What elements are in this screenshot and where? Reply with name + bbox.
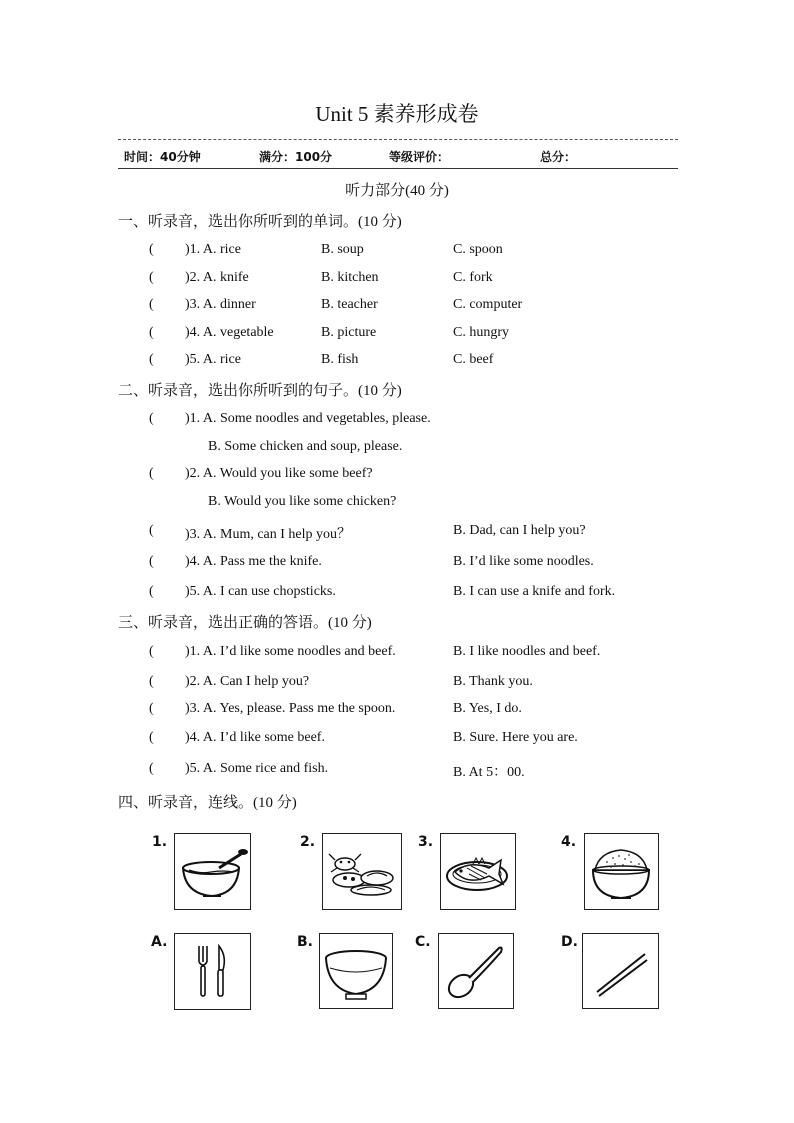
- picture-c[interactable]: [438, 933, 514, 1009]
- q4-option-b: B. I’d like some noodles.: [453, 554, 594, 569]
- q5-option-a: )5. A. I can use chopsticks.: [185, 584, 336, 599]
- q1-option-a: )1. A. Some noodles and vegetables, please.: [185, 411, 431, 426]
- q2-option-a: )2. A. Would you like some beef?: [185, 466, 373, 481]
- option-c: C. computer: [453, 297, 523, 312]
- fork-and-knife-icon: [175, 934, 250, 1009]
- picture-label-d: D.: [561, 934, 578, 950]
- answer-blank[interactable]: (: [149, 325, 154, 340]
- option-c: C. spoon: [453, 242, 503, 257]
- picture-d[interactable]: [582, 933, 659, 1009]
- q3-option-a: )3. A. Mum, can I help you？: [185, 527, 352, 542]
- q2-option-b: B. Thank you.: [453, 674, 533, 689]
- q1-option-a: )1. A. I’d like some noodles and beef.: [185, 644, 396, 659]
- option-b: B. picture: [321, 325, 377, 340]
- spoon-icon: [439, 934, 513, 1008]
- header-dashed-rule: [118, 139, 678, 140]
- crab-and-dishes-icon: [323, 834, 401, 909]
- option-b: B. fish: [321, 352, 359, 367]
- q2-option-a: )2. A. Can I help you?: [185, 674, 310, 689]
- answer-blank[interactable]: (: [149, 297, 154, 312]
- q4-option-a: )4. A. I’d like some beef.: [185, 730, 325, 745]
- answer-blank[interactable]: (: [149, 730, 154, 745]
- q3-option-b: B. Yes, I do.: [453, 701, 522, 716]
- picture-b[interactable]: [319, 933, 393, 1009]
- section3-heading: 三、听录音，选出正确的答语。(10 分): [118, 615, 372, 631]
- option-a: )5. A. rice: [185, 352, 241, 367]
- option-c: C. beef: [453, 352, 494, 367]
- page-title: Unit 5 素养形成卷: [315, 102, 479, 126]
- part-title: 听力部分(40 分): [345, 183, 449, 199]
- full-score: 满分：100分: [259, 150, 333, 164]
- option-c: C. hungry: [453, 325, 509, 340]
- answer-blank[interactable]: (: [149, 644, 154, 659]
- answer-blank[interactable]: (: [149, 761, 154, 776]
- picture-label-3: 3.: [418, 834, 434, 850]
- q4-option-b: B. Sure. Here you are.: [453, 730, 578, 745]
- empty-bowl-icon: [320, 934, 392, 1008]
- fish-plate-icon: [441, 834, 515, 909]
- answer-blank[interactable]: (: [149, 352, 154, 367]
- picture-label-a: A.: [151, 934, 168, 950]
- q5-option-a: )5. A. Some rice and fish.: [185, 761, 329, 776]
- rice-bowl-icon: [585, 834, 658, 909]
- picture-label-4: 4.: [561, 834, 577, 850]
- picture-label-b: B.: [297, 934, 313, 950]
- picture-4[interactable]: [584, 833, 659, 910]
- option-b: B. soup: [321, 242, 364, 257]
- option-a: )4. A. vegetable: [185, 325, 274, 340]
- answer-blank[interactable]: (: [149, 584, 154, 599]
- header-solid-rule: [118, 168, 678, 169]
- q1-option-b: B. Some chicken and soup, please.: [208, 439, 403, 454]
- answer-blank[interactable]: (: [149, 523, 154, 538]
- picture-1[interactable]: [174, 833, 251, 910]
- picture-label-c: C.: [415, 934, 431, 950]
- answer-blank[interactable]: (: [149, 270, 154, 285]
- answer-blank[interactable]: (: [149, 554, 154, 569]
- q1-option-b: B. I like noodles and beef.: [453, 644, 601, 659]
- chopsticks-icon: [583, 934, 658, 1008]
- answer-blank[interactable]: (: [149, 411, 154, 426]
- q3-option-b: B. Dad, can I help you?: [453, 523, 586, 538]
- answer-blank[interactable]: (: [149, 242, 154, 257]
- option-b: B. kitchen: [321, 270, 379, 285]
- option-a: )2. A. knife: [185, 270, 249, 285]
- section1-heading: 一、听录音，选出你所听到的单词。(10 分): [118, 214, 402, 230]
- q3-option-a: )3. A. Yes, please. Pass me the spoon.: [185, 701, 396, 716]
- picture-2[interactable]: [322, 833, 402, 910]
- option-a: )3. A. dinner: [185, 297, 256, 312]
- q2-option-b: B. Would you like some chicken?: [208, 494, 397, 509]
- section4-heading: 四、听录音，连线。(10 分): [118, 795, 297, 811]
- q5-option-b: B. At 5：00.: [453, 765, 525, 780]
- option-a: )1. A. rice: [185, 242, 241, 257]
- grade-evaluation: 等级评价：: [389, 150, 450, 164]
- total-score: 总分：: [540, 150, 577, 164]
- answer-blank[interactable]: (: [149, 701, 154, 716]
- section2-heading: 二、听录音，选出你所听到的句子。(10 分): [118, 383, 402, 399]
- option-b: B. teacher: [321, 297, 378, 312]
- soup-bowl-icon: [175, 834, 250, 909]
- answer-blank[interactable]: (: [149, 466, 154, 481]
- time-limit: 时间：40分钟: [124, 150, 201, 164]
- picture-a[interactable]: [174, 933, 251, 1010]
- q5-option-b: B. I can use a knife and fork.: [453, 584, 616, 599]
- q4-option-a: )4. A. Pass me the knife.: [185, 554, 322, 569]
- picture-label-1: 1.: [152, 834, 168, 850]
- option-c: C. fork: [453, 270, 493, 285]
- answer-blank[interactable]: (: [149, 674, 154, 689]
- picture-label-2: 2.: [300, 834, 316, 850]
- picture-3[interactable]: [440, 833, 516, 910]
